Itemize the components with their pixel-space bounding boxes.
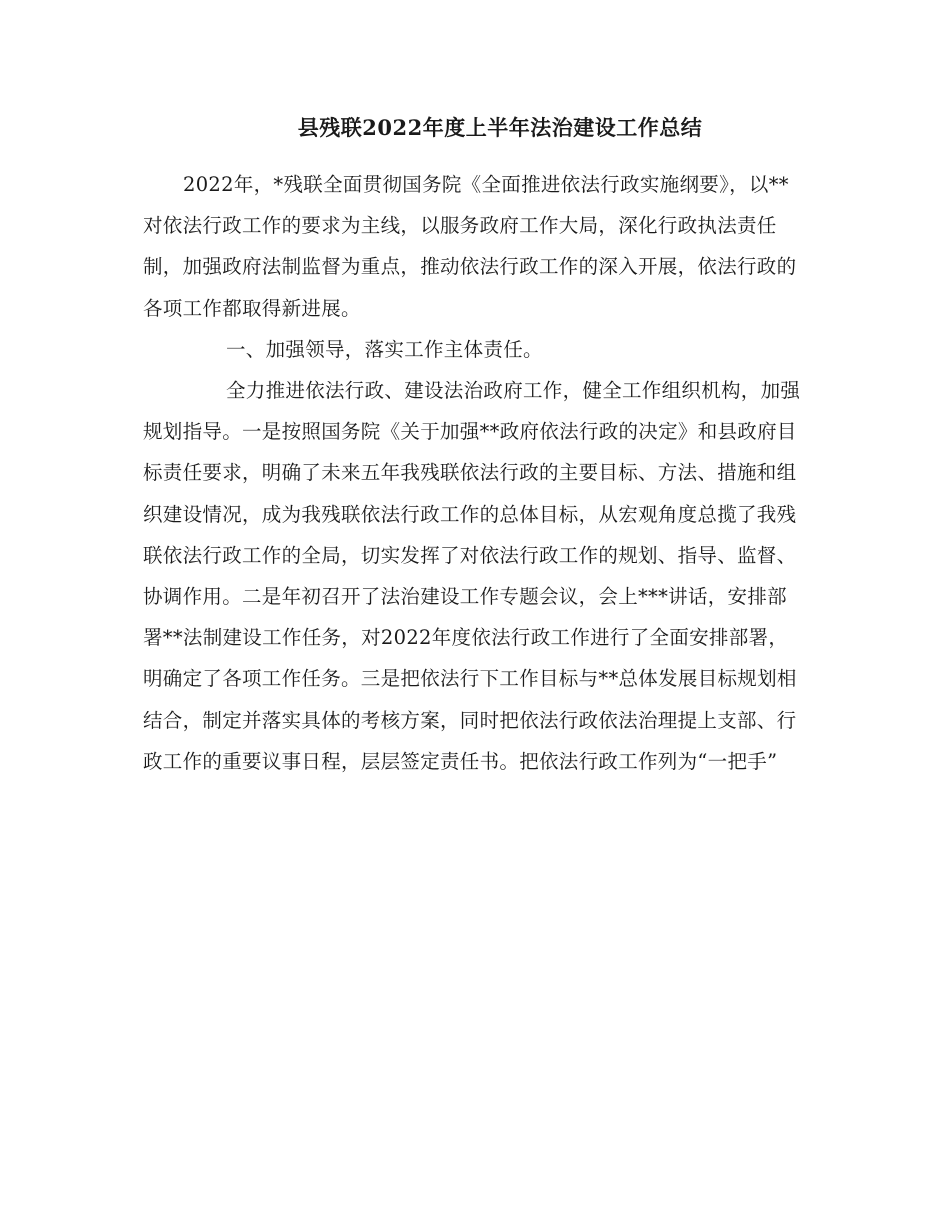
document-body xyxy=(143,164,805,782)
intro-paragraph: 2022年，*残联全面贯彻国务院《全面推进依法行政实施纲要》，以**对依法行政工作的要求为主线，以服务政府工作大局，深化行政执法责任制，加强政府法制监督为重点，推动依法行政工作的深入开展，依法行政的各项工作都取得新进展。 xyxy=(143,173,797,320)
section-heading-1: 一、加强领导，落实工作主体责任。 xyxy=(226,337,543,361)
section-body-1: 全力推进依法行政、建设法治政府工作，健全工作组织机构，加强规划指导。一是按照国务院《关于加强**政府依法行政的决定》和县政府目标责任要求，明确了未来五年我残联依法行政的主要目标、方法、措施和组织建设情况，成为我残联依法行政工作的总体目标，从宏观角度总揽了我残联依法行政工作的全局，切实发挥了对依法行政工作的规划、指导、监督、协调作用。二是年初召开了法治建设工作专题会议，会上***讲话，安排部署**法制建设工作任务，对2022年度依法行政工作进行了全面安排部署，明确定了各项工作任务。三是把依法行下工作目标与**总体发展目标规划相结合，制定并落实具体的考核方案，同时把依法行政依法治理提上支部、行政工作的重要议事日程，层层签定责任书。把依法行政工作列为“一把手” xyxy=(143,379,801,773)
document-title: 县残联2022年度上半年法治建设工作总结 xyxy=(297,115,703,140)
